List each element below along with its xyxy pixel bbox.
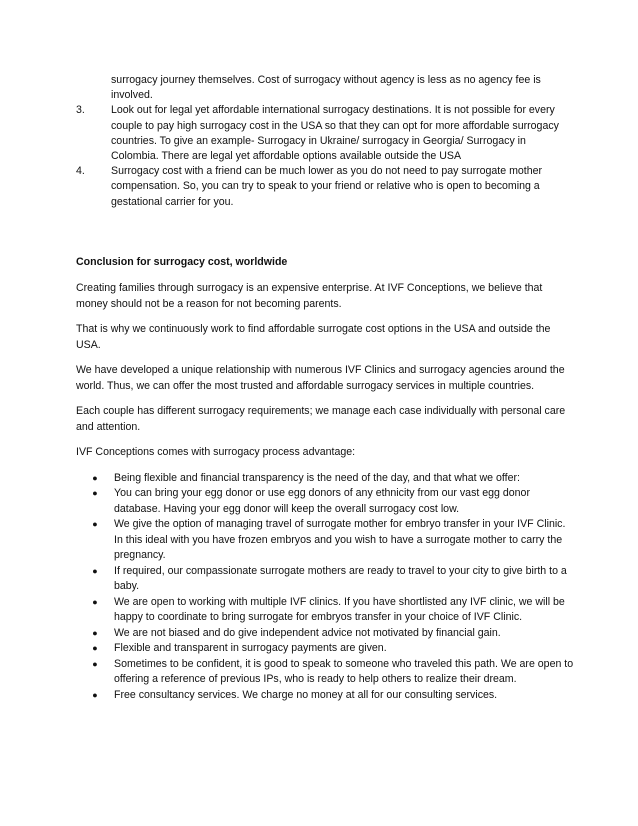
list-number: 3. [76,104,85,117]
bullet-icon: ● [92,596,98,607]
section-heading: Conclusion for surrogacy cost, worldwide [76,256,288,268]
list-text: Look out for legal yet affordable international surrogacy destinations. It is not possible for every couple to pay high surrogacy cost in the USA so that they can opt for more affordable surrogacy countries. To give an example- Surrogacy in Ukraine/ surrogacy in Georgia/ Surrogacy in Colombia. There are legal yet affordable options available outside the USA [111,104,559,163]
bullet-icon: ● [92,472,98,483]
bullet-item [76,486,576,517]
list-text: surrogacy journey themselves. Cost of surrogacy without agency is less as no agency fee is involved. [111,74,541,102]
bullet-icon: ● [92,565,98,576]
bullet-text: Sometimes to be confident, it is good to speak to someone who traveled this path. We are open to offering a reference of previous IPs, who is ready to help others to realize their dream. [114,657,574,685]
bullet-list [76,471,576,704]
bullet-item [76,595,576,626]
bullet-icon: ● [92,627,98,638]
bullet-text: We give the option of managing travel of surrogate mother for embryo transfer in your IVF Clinic. In this ideal with you have frozen embryos and you wish to have a surrogate mother to carry the pregnancy. [114,518,566,561]
list-item [76,73,566,103]
bullet-item [76,641,576,657]
list-item [76,103,566,164]
bullet-item [76,688,576,704]
bullet-text: Free consultancy services. We charge no money at all for our consulting services. [114,688,498,701]
bullet-icon: ● [92,643,98,653]
bullet-icon: ● [92,689,98,700]
bullet-text: If required, our compassionate surrogate mothers are ready to travel to your city to give birth to a baby. [114,564,567,592]
bullet-text: You can bring your egg donor or use egg donors of any ethnicity from our vast egg donor database. Having your egg donor will keep the overall surrogacy cost low. [114,487,530,515]
bullet-text: Flexible and transparent in surrogacy payments are given. [114,642,387,654]
bullet-item [76,626,576,642]
numbered-list [76,73,566,210]
bullet-item [76,657,576,688]
bullet-text: Being flexible and financial transparency is the need of the day, and that what we offer: [114,471,520,484]
paragraph: We have developed a unique relationship with numerous IVF Clinics and surrogacy agencies around the world. Thus, we can offer the most trusted and affordable surrogacy services in multiple countries. [76,364,565,392]
list-item [76,164,566,210]
list-text: Surrogacy cost with a friend can be much lower as you do not need to pay surrogate mother compensation. So, you can try to speak to your friend or relative who is open to becoming a gestational carrier for you. [111,165,543,208]
bullet-icon: ● [92,658,98,669]
bullet-item [76,564,576,595]
paragraph: Each couple has different surrogacy requirements; we manage each case individually with personal care and attention. [76,405,566,433]
bullet-item [76,517,576,564]
bullet-icon: ● [92,488,98,498]
conclusion-section [76,255,576,703]
bullet-item [76,471,576,487]
bullet-text: We are open to working with multiple IVF clinics. If you have shortlisted any IVF clinic, we will be happy to coordinate to bring surrogate for embryos transfer in your choice of IVF Clinic. [114,595,565,623]
paragraph: IVF Conceptions comes with surrogacy process advantage: [76,446,356,458]
paragraph: Creating families through surrogacy is an expensive enterprise. At IVF Conceptions, we believe that money should not be a reason for not becoming parents. [76,282,543,310]
list-number: 4. [76,165,85,178]
bullet-icon: ● [92,519,98,529]
paragraph: That is why we continuously work to find affordable surrogate cost options in the USA and outside the USA. [76,323,551,351]
bullet-text: We are not biased and do give independent advice not motivated by financial gain. [114,626,501,639]
